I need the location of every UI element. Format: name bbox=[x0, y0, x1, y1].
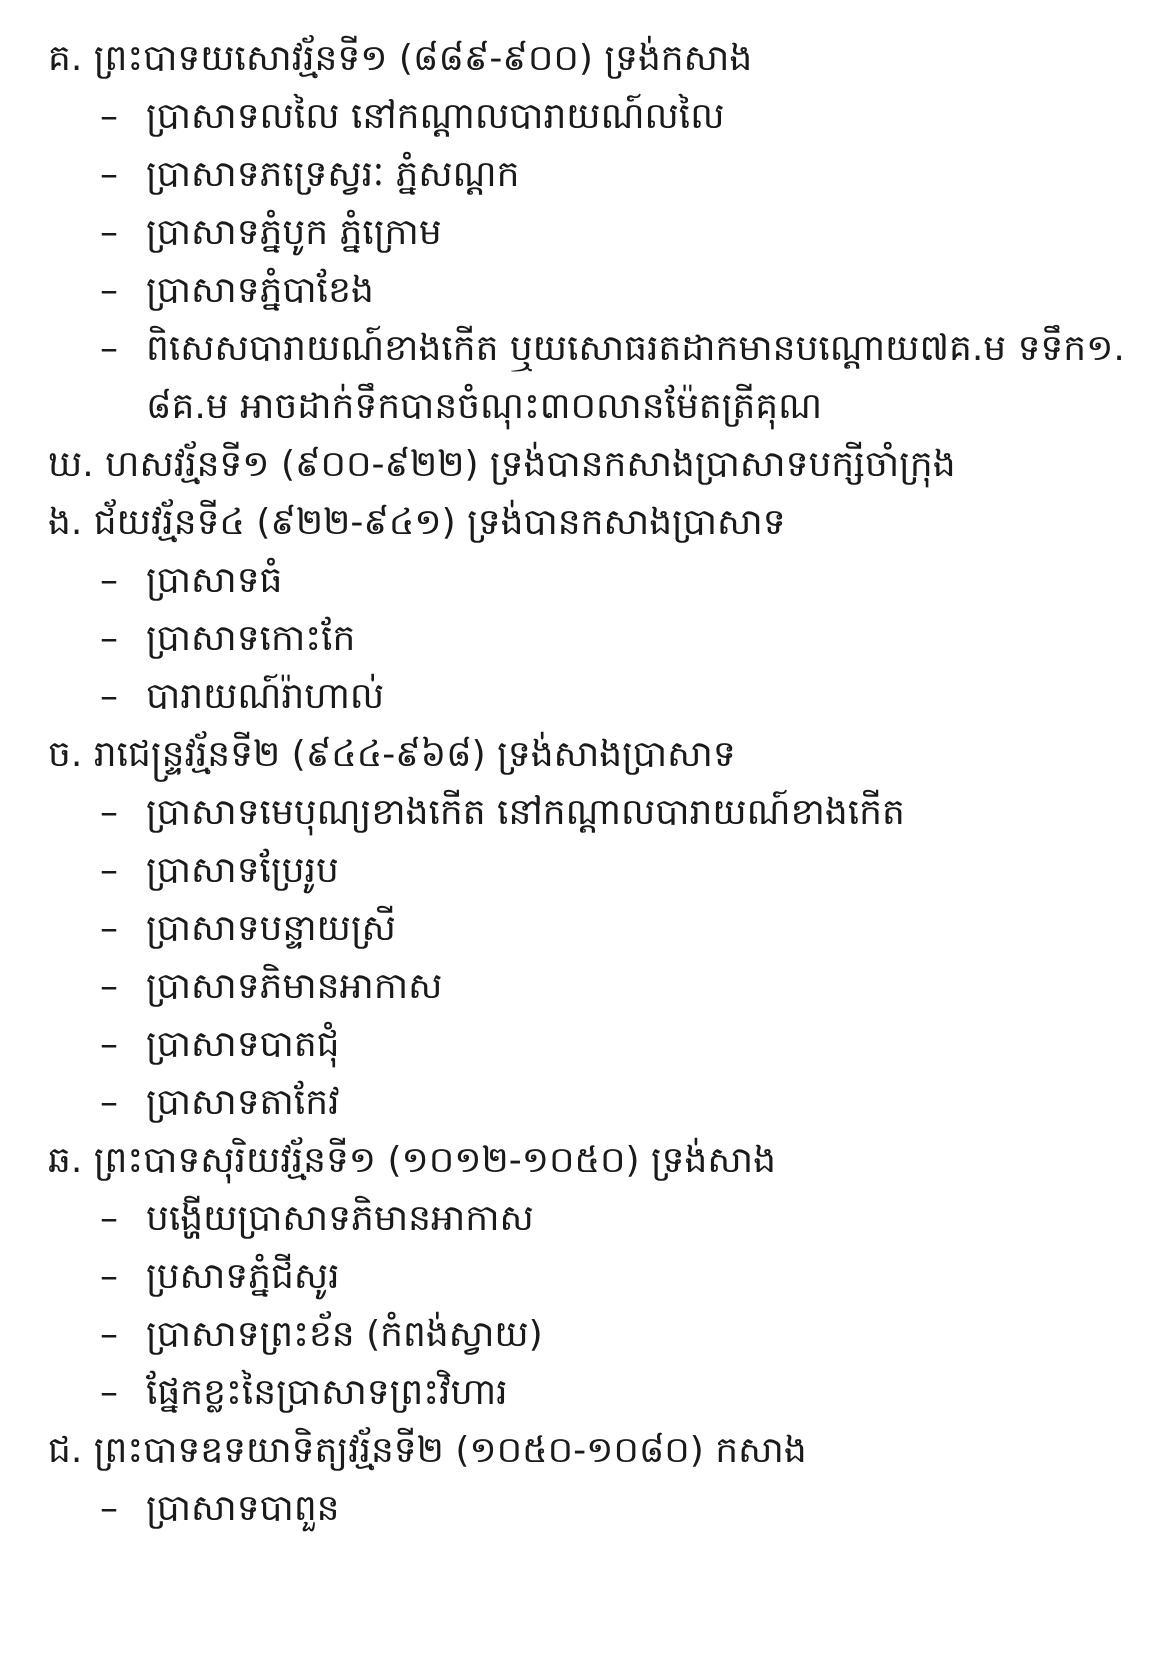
list-item bbox=[48, 262, 1138, 320]
bullet-dash-icon: – bbox=[100, 1024, 118, 1065]
bullet-dash-icon: – bbox=[100, 328, 118, 369]
list-item bbox=[48, 1248, 1138, 1306]
item-list bbox=[48, 88, 1138, 436]
item-list bbox=[48, 1480, 1138, 1538]
list-item bbox=[48, 1190, 1138, 1248]
item-list bbox=[48, 784, 1138, 1132]
list-item bbox=[48, 1074, 1138, 1132]
list-item bbox=[48, 1016, 1138, 1074]
bullet-dash-icon: – bbox=[100, 1488, 118, 1529]
list-item-text: ប្រាសាទភទ្រេស្វរៈ ភ្នំសណ្តក bbox=[146, 154, 520, 195]
list-item bbox=[48, 610, 1138, 668]
list-item-text: បារាយណ៍រ៉ាហាល់ bbox=[146, 676, 385, 717]
section-block bbox=[48, 726, 1138, 1132]
list-item-text: បង្ហើយប្រាសាទភិមានអាកាស bbox=[146, 1198, 534, 1239]
bullet-dash-icon: – bbox=[100, 1314, 118, 1355]
list-item bbox=[48, 842, 1138, 900]
list-item bbox=[48, 900, 1138, 958]
bullet-dash-icon: – bbox=[100, 560, 118, 601]
bullet-dash-icon: – bbox=[100, 1372, 118, 1413]
list-item-text: ពិសេសបារាយណ៍ខាងកើត ឬយសោធរតដាកមានបណ្តោយ៧គ.ម ទទឹក១.៨គ.ម អាចដាក់ទឹកបានចំណុះ៣០លានម៉ែតត្រីគុណ bbox=[146, 328, 1125, 427]
section-block bbox=[48, 1132, 1138, 1422]
list-item bbox=[48, 146, 1138, 204]
bullet-dash-icon: – bbox=[100, 1256, 118, 1297]
section-block bbox=[48, 494, 1138, 726]
bullet-dash-icon: – bbox=[100, 154, 118, 195]
section-heading: ឃ. ហសវរ្ម័នទី១ (៩០០-៩២២) ទ្រង់បានកសាងប្រាសាទបក្សីចាំក្រុង bbox=[48, 444, 956, 485]
list-item bbox=[48, 958, 1138, 1016]
bullet-dash-icon: – bbox=[100, 270, 118, 311]
bullet-dash-icon: – bbox=[100, 676, 118, 717]
list-item-text: ប្រាសាទបាពួន bbox=[146, 1488, 340, 1529]
list-item-text: ប្រាសាទព្រះខ័ន (កំពង់ស្វាយ) bbox=[146, 1314, 543, 1355]
list-item bbox=[48, 88, 1138, 146]
section-heading: ច. រាជេន្ទ្រវរ្ម័នទី២ (៩៤៤-៩៦៨) ទ្រង់សាងប្រាសាទ bbox=[48, 734, 736, 775]
list-item-text: ប្រសាទភ្នំជីសូរ bbox=[146, 1256, 340, 1297]
list-item-text: ប្រាសាទមេបុណ្យខាងកើត នៅកណ្តាលបារាយណ៍ខាងកើត bbox=[146, 792, 905, 833]
list-item-text: ប្រាសាទបាតជុំ bbox=[146, 1024, 340, 1065]
section-heading: ង. ជ័យវរ្ម័នទី៤ (៩២២-៩៤១) ទ្រង់បានកសាងប្រាសាទ bbox=[48, 502, 786, 543]
list-item bbox=[48, 1480, 1138, 1538]
list-item-text: ប្រាសាទភ្នំបូក ភ្នំក្រោម bbox=[146, 212, 442, 253]
list-item bbox=[48, 668, 1138, 726]
list-item bbox=[48, 204, 1138, 262]
list-item-text: ផ្នែកខ្លះនៃប្រាសាទព្រះវិហារ bbox=[146, 1372, 508, 1413]
section-heading: ជ. ព្រះបាទឧទយាទិត្យវរ្ម័នទី២ (១០៥០-១០៨០) កសាង bbox=[48, 1430, 807, 1471]
list-item bbox=[48, 320, 1138, 436]
list-item-text: ប្រាសាទលលៃ នៅកណ្តាលបារាយណ៍លលៃ bbox=[146, 96, 725, 137]
list-item-text: ប្រាសាទបន្ទាយស្រី bbox=[146, 908, 396, 949]
bullet-dash-icon: – bbox=[100, 96, 118, 137]
list-item-text: ប្រាសាទកោះកែ bbox=[146, 618, 356, 659]
list-item bbox=[48, 784, 1138, 842]
section-heading: ឆ. ព្រះបាទសុរិយវរ្ម័នទី១ (១០១២-១០៥០) ទ្រង់សាង bbox=[48, 1140, 776, 1181]
list-item bbox=[48, 1306, 1138, 1364]
section-block bbox=[48, 1422, 1138, 1538]
list-item bbox=[48, 552, 1138, 610]
bullet-dash-icon: – bbox=[100, 908, 118, 949]
list-item-text: ប្រាសាទភិមានអាកាស bbox=[146, 966, 443, 1007]
list-item-text: ប្រាសាទតាកែវ bbox=[146, 1082, 340, 1123]
bullet-dash-icon: – bbox=[100, 966, 118, 1007]
item-list bbox=[48, 1190, 1138, 1422]
bullet-dash-icon: – bbox=[100, 618, 118, 659]
document-body bbox=[48, 30, 1138, 1538]
section-block bbox=[48, 436, 1138, 494]
item-list bbox=[48, 552, 1138, 726]
bullet-dash-icon: – bbox=[100, 792, 118, 833]
bullet-dash-icon: – bbox=[100, 212, 118, 253]
list-item-text: ប្រាសាទភ្នំបាខែង bbox=[146, 270, 374, 311]
bullet-dash-icon: – bbox=[100, 850, 118, 891]
list-item bbox=[48, 1364, 1138, 1422]
section-block bbox=[48, 30, 1138, 436]
list-item-text: ប្រាសាទប្រែរូប bbox=[146, 850, 339, 891]
section-heading: គ. ព្រះបាទយសោវរ្ម័នទី១ (៨៨៩-៩០០) ទ្រង់កសាង bbox=[48, 38, 753, 79]
bullet-dash-icon: – bbox=[100, 1082, 118, 1123]
list-item-text: ប្រាសាទធំ bbox=[146, 560, 283, 601]
bullet-dash-icon: – bbox=[100, 1198, 118, 1239]
